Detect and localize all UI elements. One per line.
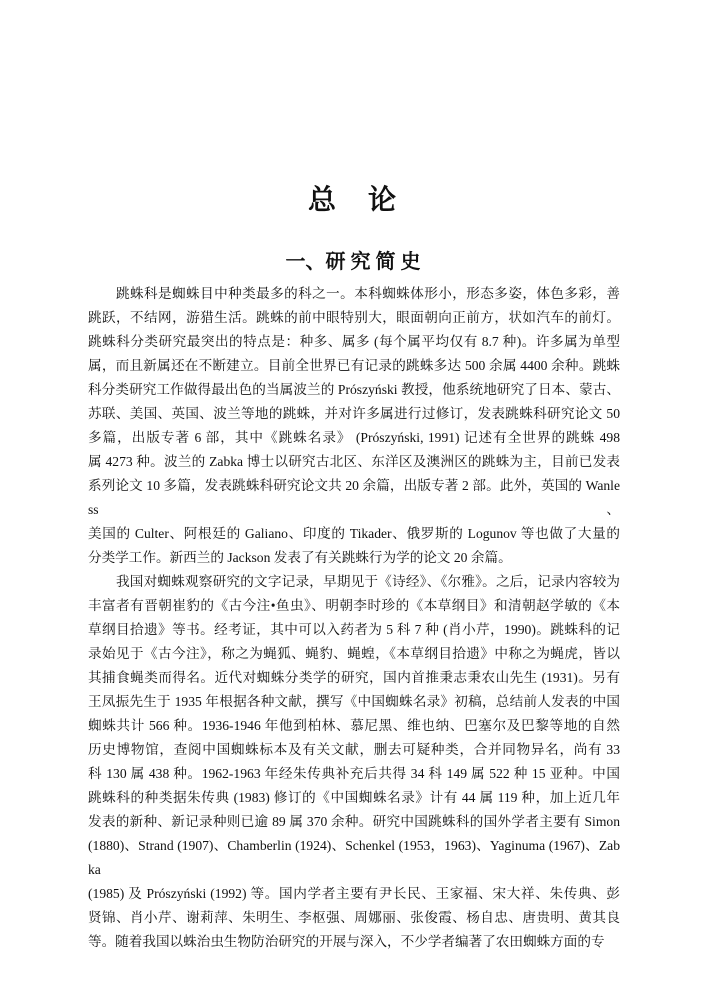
text-line: 属 4273 种。波兰的 Zabka 博士以研究古北区、东洋区及澳洲区的跳蛛为主，目前已发表: [88, 454, 620, 469]
chapter-title: 总 论: [307, 185, 398, 216]
paragraph-1: [88, 282, 620, 570]
text-line: 丰富者有晋朝崔豹的《古今注•鱼虫》、明朝李时珍的《本草纲目》和清朝赵学敏的《本: [88, 598, 620, 613]
text-line: 其捕食蝇类而得名。近代对蜘蛛分类学的研究，国内首推秉志秉农山先生 (1931)。另有: [88, 670, 620, 685]
text-line: 跳跃，不结网，游猎生活。跳蛛的前中眼特别大，眼面朝向正前方，状如汽车的前灯。: [88, 310, 620, 325]
text-line: 跳蛛科分类研究最突出的特点是：种多、属多 (每个属平均仅有 8.7 种)。许多属为单型: [88, 334, 620, 349]
text-line: 跳蛛科是蜘蛛目中种类最多的科之一。本科蜘蛛体形小，形态多姿，体色多彩，善: [116, 286, 620, 301]
text-line: 我国对蜘蛛观察研究的文字记录，早期见于《诗经》、《尔雅》。之后，记录内容较为: [116, 574, 620, 589]
text-line: 分类学工作。新西兰的 Jackson 发表了有关跳蛛行为学的论文 20 余篇。: [88, 550, 512, 565]
text-line: (1985) 及 Prószyński (1992) 等。国内学者主要有尹长民、王家福、宋大祥、朱传典、彭: [88, 886, 620, 901]
text-line: 等。随着我国以蛛治虫生物防治研究的开展与深入，不少学者编著了农田蜘蛛方面的专: [88, 934, 605, 949]
section-title: 一、研 究 简 史: [285, 251, 421, 273]
text-line: 多篇，出版专著 6 部，其中《跳蛛名录》 (Prószyński, 1991) 记述有全世界的跳蛛 498: [88, 430, 620, 445]
text-line: 苏联、美国、英国、波兰等地的跳蛛，并对许多属进行过修订，发表跳蛛科研究论文 50: [88, 406, 620, 421]
text-line: 属，而且新属还在不断建立。目前全世界已有记录的跳蛛多达 500 余属 4400 余种。跳蛛: [88, 358, 620, 373]
text-line: 科 130 属 438 种。1962-1963 年经朱传典补充后共得 34 科 149 属 522 种 15 亚种。中国: [88, 766, 620, 781]
text-line: 贤锦、肖小芹、谢莉萍、朱明生、李枢强、周娜丽、张俊霞、杨自忠、唐贵明、黄其良: [88, 910, 620, 925]
text-line: 科分类研究工作做得最出色的当属波兰的 Prószyński 教授，他系统地研究了日本、蒙古、: [88, 382, 620, 397]
text-line: 历史博物馆，查阅中国蜘蛛标本及有关文献，删去可疑种类，合并同物异名，尚有 33: [88, 742, 620, 757]
text-line: 王凤振先生于 1935 年根据各种文献，撰写《中国蜘蛛名录》初稿，总结前人发表的中国: [88, 694, 620, 709]
text-line: (1880)、Strand (1907)、Chamberlin (1924)、Schenkel (1953，1963)、Yaginuma (1967)、Zabka: [88, 838, 620, 877]
text-line: 跳蛛科的种类据朱传典 (1983) 修订的《中国蜘蛛名录》计有 44 属 119 种，加上近几年: [88, 790, 620, 805]
text-line: 蜘蛛共计 566 种。1936-1946 年他到柏林、慕尼黑、维也纳、巴塞尔及巴黎等地的自然: [88, 718, 620, 733]
text-line: 系列论文 10 多篇，发表跳蛛科研究论文共 20 余篇，出版专著 2 部。此外，英国的 Wanless、: [88, 478, 620, 517]
text-line: 美国的 Culter、阿根廷的 Galiano、印度的 Tikader、俄罗斯的 Logunov 等也做了大量的: [88, 526, 620, 541]
text-line: 录始见于《古今注》，称之为蝇狐、蝇豹、蝇蝗，《本草纲目拾遗》中称之为蝇虎，皆以: [88, 646, 620, 661]
text-line: 发表的新种、新记录种则已逾 89 属 370 余种。研究中国跳蛛科的国外学者主要有 Simon: [88, 814, 620, 829]
text-line: 草纲目拾遗》等书。经考证，其中可以入药者为 5 科 7 种 (肖小芹，1990)。跳蛛科的记: [88, 622, 620, 637]
body-text: [88, 282, 620, 954]
paragraph-2: [88, 570, 620, 954]
